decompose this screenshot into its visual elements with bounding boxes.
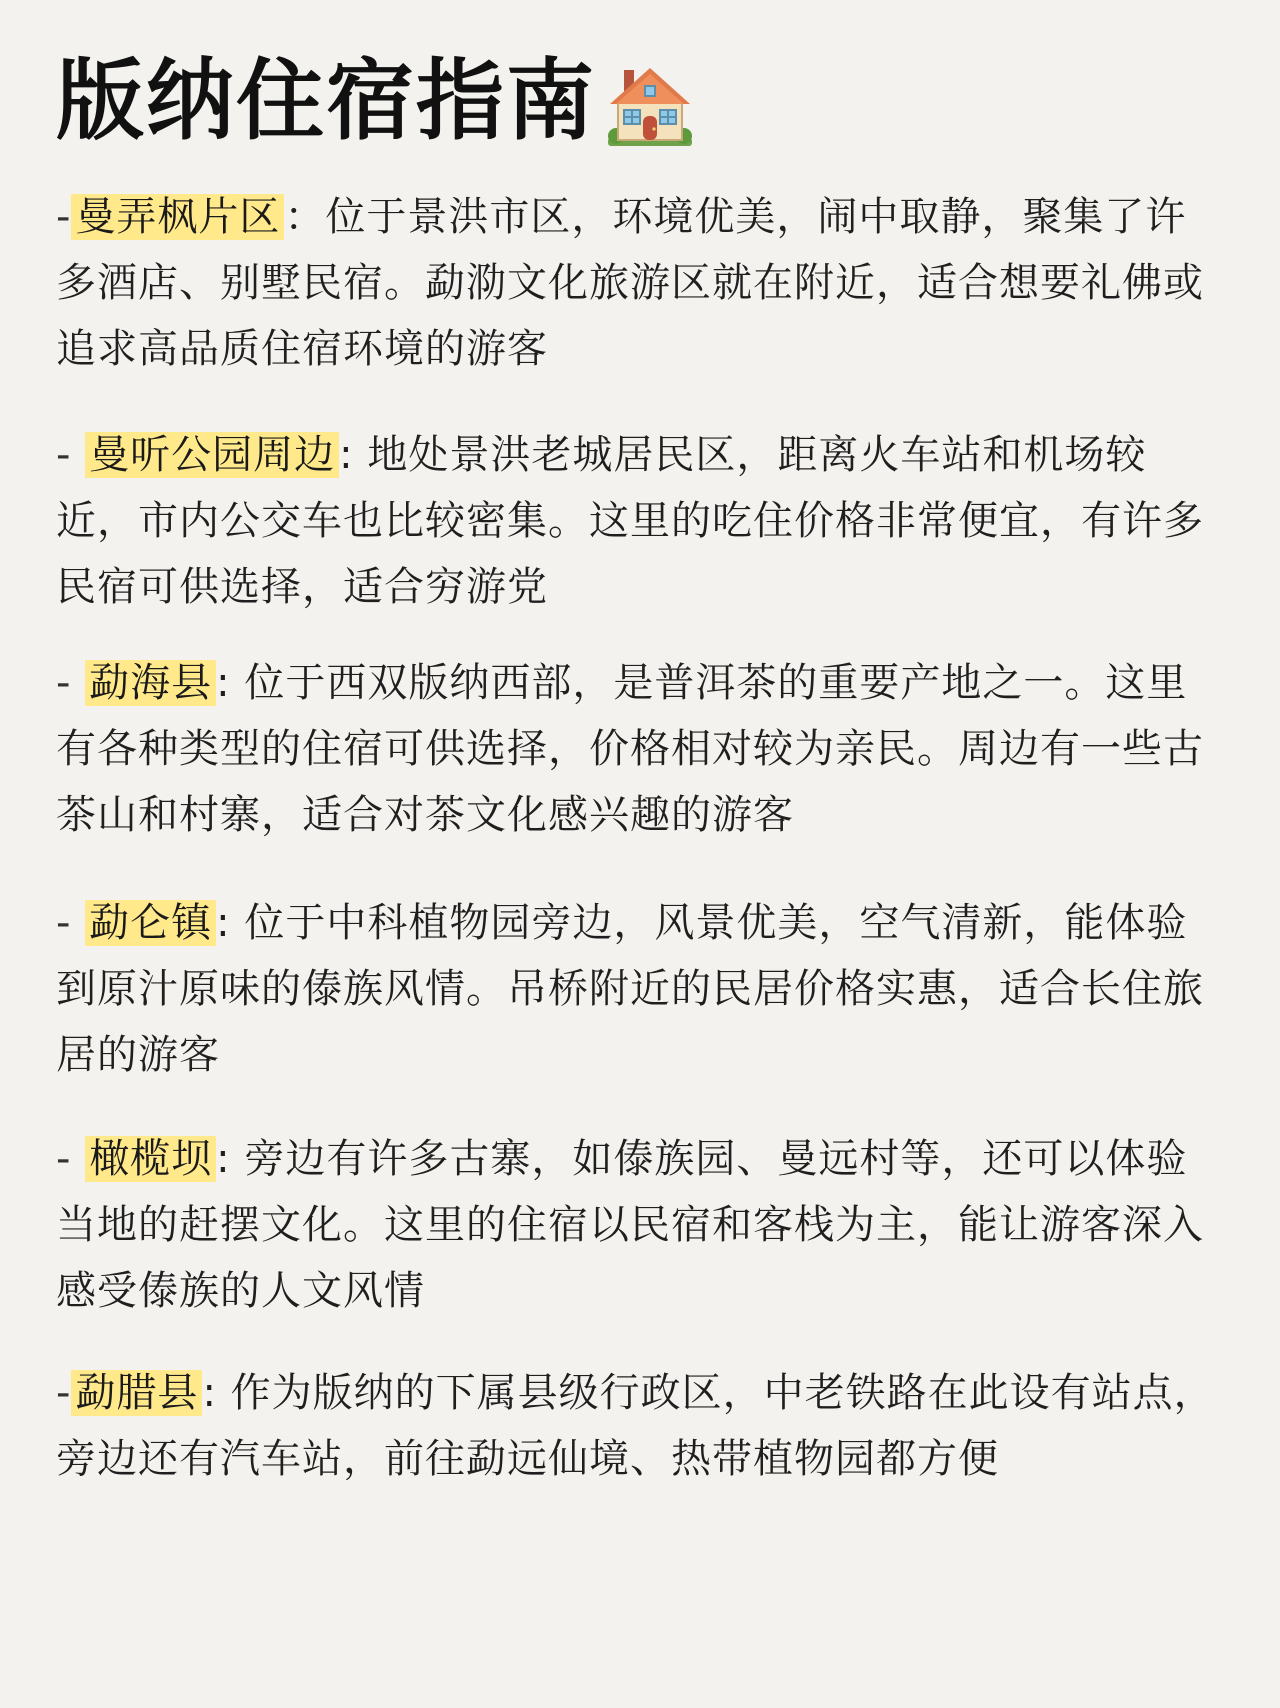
page-title: 版纳住宿指南 [56, 49, 597, 152]
area-item-ganlanba [56, 1126, 1226, 1324]
house-icon [602, 56, 698, 152]
area-name-highlight: 橄榄坝 [85, 1136, 216, 1182]
area-name-highlight: 勐海县 [85, 660, 216, 706]
area-description: : 位于西双版纳西部，是普洱茶的重要产地之一。这里有各种类型的住宿可供选择，价格相对较为亲民。周边有一些古茶山和村寨，适合对茶文化感兴趣的游客 [56, 660, 1204, 838]
area-description: ：位于景洪市区，环境优美，闹中取静，聚集了许多酒店、别墅民宿。勐泐文化旅游区就在附近，适合想要礼佛或追求高品质住宿环境的游客 [56, 194, 1204, 372]
area-description: : 旁边有许多古寨，如傣族园、曼远村等，还可以体验当地的赶摆文化。这里的住宿以民宿和客栈为主，能让游客深入感受傣族的人文风情 [56, 1136, 1204, 1314]
list-dash: - [56, 1136, 86, 1182]
area-item-manlongfeng [56, 184, 1226, 382]
title-row [56, 36, 698, 166]
area-item-menghai [56, 650, 1226, 848]
list-dash: - [56, 194, 72, 240]
area-name-highlight: 勐仑镇 [85, 900, 216, 946]
area-item-menglun [56, 890, 1226, 1088]
list-dash: - [56, 1370, 72, 1416]
area-item-mengla [56, 1360, 1226, 1492]
area-item-mantingpark [56, 422, 1226, 620]
list-dash: - [56, 660, 86, 706]
list-dash: - [56, 900, 86, 946]
area-description: : 地处景洪老城居民区，距离火车站和机场较近，市内公交车也比较密集。这里的吃住价格非常便宜，有许多民宿可供选择，适合穷游党 [56, 432, 1204, 610]
area-name-highlight: 曼听公园周边 [85, 432, 339, 478]
area-name-highlight: 勐腊县 [71, 1370, 202, 1416]
area-name-highlight: 曼弄枫片区 [71, 194, 284, 240]
area-description: : 位于中科植物园旁边，风景优美，空气清新，能体验到原汁原味的傣族风情。吊桥附近的民居价格实惠，适合长住旅居的游客 [56, 900, 1204, 1078]
area-description: : 作为版纳的下属县级行政区，中老铁路在此设有站点，旁边还有汽车站，前往勐远仙境、热带植物园都方便 [56, 1370, 1215, 1482]
list-dash: - [56, 432, 86, 478]
